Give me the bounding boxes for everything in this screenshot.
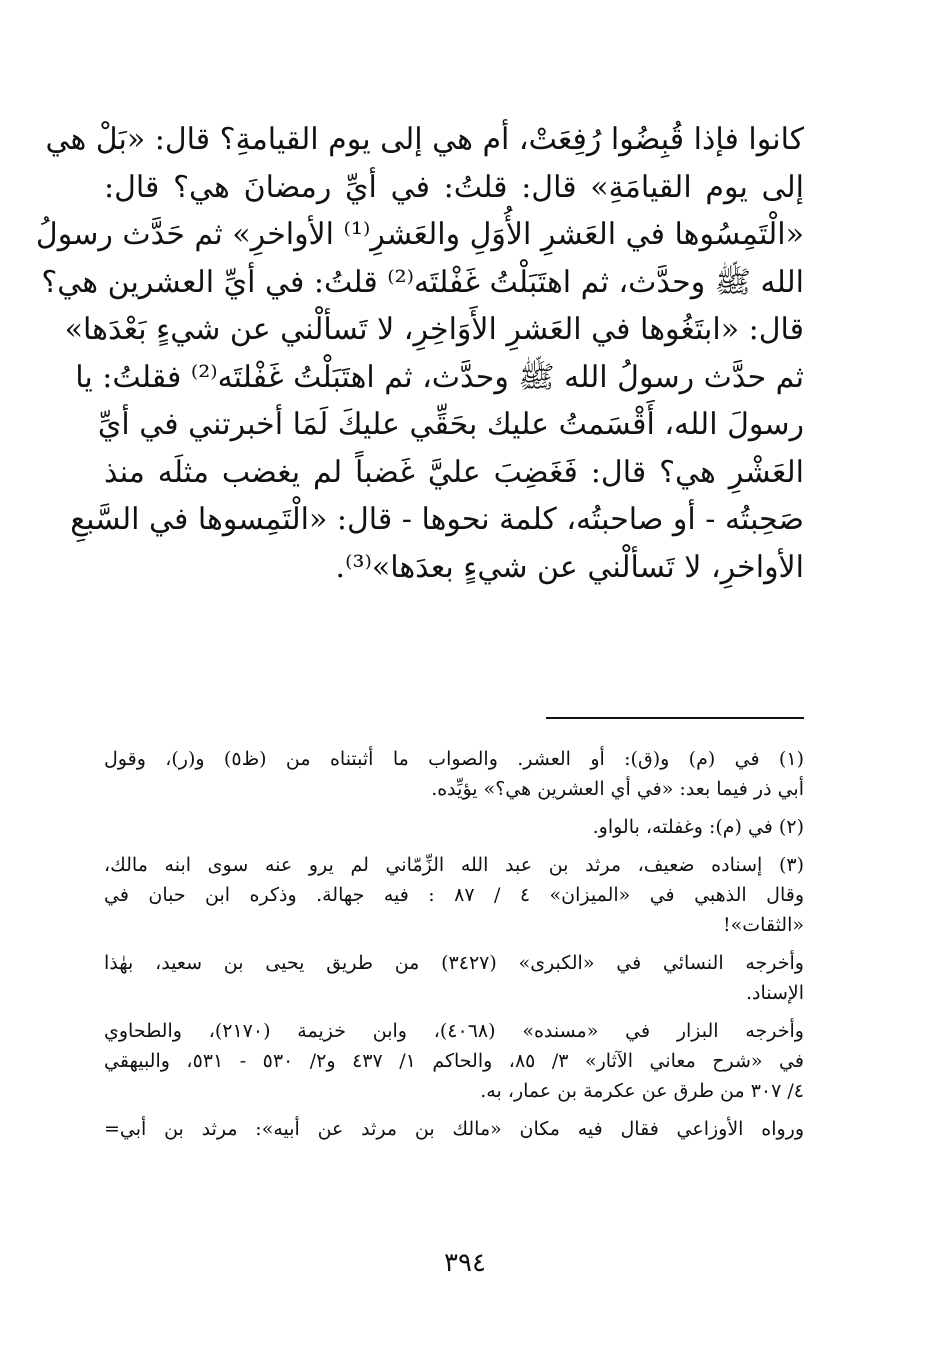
main-line: صَحِبتُه - أو صاحبتُه، كلمة نحوها - قال: «الْتَمِسوها في السَّبعِ (70, 502, 804, 537)
main-line: الله ﷺ وحدَّث، ثم اهتَبَلْتُ غَفْلتَه⁽²⁾ قلتُ: في أيِّ العشرين هي؟ (41, 264, 804, 300)
main-line: قال: «ابتَغُوها في العَشرِ الأَوَاخِرِ، لا تَسألْني عن شيءٍ بَعْدَها» (64, 312, 804, 347)
main-line: رسولَ الله، أَقْسَمتُ عليك بحَقِّي عليكَ لَمَا أخبرتني في أيِّ (97, 407, 804, 442)
footnote-separator (546, 717, 804, 719)
main-line: كانوا فإذا قُبِضُوا رُفِعَتْ، أم هي إلى يوم القيامةِ؟ قال: «بَلْ هي (45, 122, 804, 157)
footnote-line: في «شرح معاني الآثار» ٣/ ٨٥، والحاكم ١/ ٤٣٧ و٢/ ٥٣٠ - ٥٣١، والبيهقي (104, 1050, 804, 1072)
main-line: إلى يوم القيامَةِ» قال: قلتُ: في أيِّ رمضانَ هي؟ قال: (104, 169, 804, 205)
footnote-line: ٤/ ٣٠٧ من طرق عن عكرمة بن عمار، به. (480, 1080, 804, 1102)
footnote-line: (٢) في (م): وغفلته، بالواو. (592, 816, 804, 838)
footnote-line: وأخرجه البزار في «مسنده» (٤٠٦٨)، وابن خزيمة (٢١٧٠)، والطحاوي (104, 1020, 804, 1042)
footnote-line: ورواه الأوزاعي فقال فيه مكان «مالك بن مرثد عن أبيه»: مرثد بن أبي= (104, 1118, 804, 1140)
footnote-line: (٣) إسناده ضعيف، مرثد بن عبد الله الزِّمّاني لم يرو عنه سوى ابنه مالك، (104, 854, 804, 876)
footnote-line: وأخرجه النسائي في «الكبرى» (٣٤٢٧) من طريق يحيى بن سعيد، بهٰذا (104, 952, 804, 974)
main-text-block (35, 116, 804, 591)
page-number: ٣٩٤ (444, 1248, 486, 1278)
footnotes-block (104, 744, 804, 1144)
main-line: الأواخرِ، لا تَسألْني عن شيءٍ بعدَها»⁽³⁾. (335, 549, 804, 585)
footnote-line: الإسناد. (745, 982, 804, 1004)
footnote-line: وقال الذهبي في «الميزان» ٤ / ٨٧ : فيه جهالة. وذكره ابن حبان في (104, 884, 804, 906)
footnote-line: أبي ذر فيما بعد: «في أي العشرين هي؟» يؤيِّده. (431, 778, 804, 800)
main-line: «الْتَمِسُوها في العَشرِ الأُوَلِ والعَشرِ⁽¹⁾ الأواخرِ» ثم حَدَّث رسولُ (35, 217, 804, 252)
footnote-line: «الثقات»! (723, 914, 804, 936)
main-line: ثم حدَّث رسولُ الله ﷺ وحدَّث، ثم اهتَبَلْتُ غَفْلتَه⁽²⁾ فقلتُ: يا (75, 359, 804, 395)
main-line: العَشْرِ هي؟ قال: فَغَضِبَ عليَّ غَضباً لم يغضب مثلَه منذ (104, 454, 804, 490)
footnote-line: (١) في (م) و(ق): أو العشر. والصواب ما أثبتناه من (ظ٥) و(ر)، وقول (104, 748, 804, 770)
